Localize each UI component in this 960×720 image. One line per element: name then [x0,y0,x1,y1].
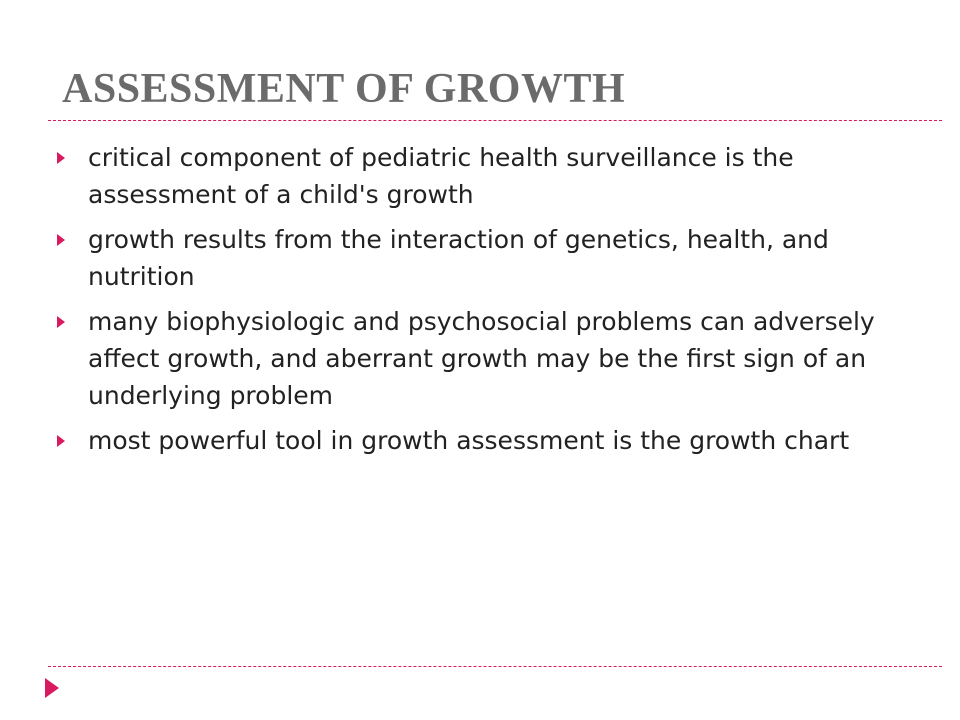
bullet-item [55,422,895,459]
bullet-item [55,221,895,295]
footer-divider [48,666,942,667]
bullet-text: growth results from the interaction of genetics, health, and nutrition [88,225,829,291]
bullet-item [55,139,895,213]
bullet-item [55,303,895,414]
slide-title: ASSESSMENT OF GROWTH [62,66,626,112]
bullet-list [55,139,895,467]
triangle-right-icon [57,234,65,246]
triangle-right-icon [57,316,65,328]
bullet-text: critical component of pediatric health surveillance is the assessment of a child's growth [88,143,794,209]
triangle-right-icon [57,435,65,447]
title-divider [48,120,942,121]
bullet-text: many biophysiologic and psychosocial problems can adversely affect growth, and aberrant growth may be the first sign of an underlying problem [88,307,875,410]
play-arrow-icon[interactable] [45,678,59,698]
triangle-right-icon [57,152,65,164]
bullet-text: most powerful tool in growth assessment is the growth chart [88,426,850,455]
